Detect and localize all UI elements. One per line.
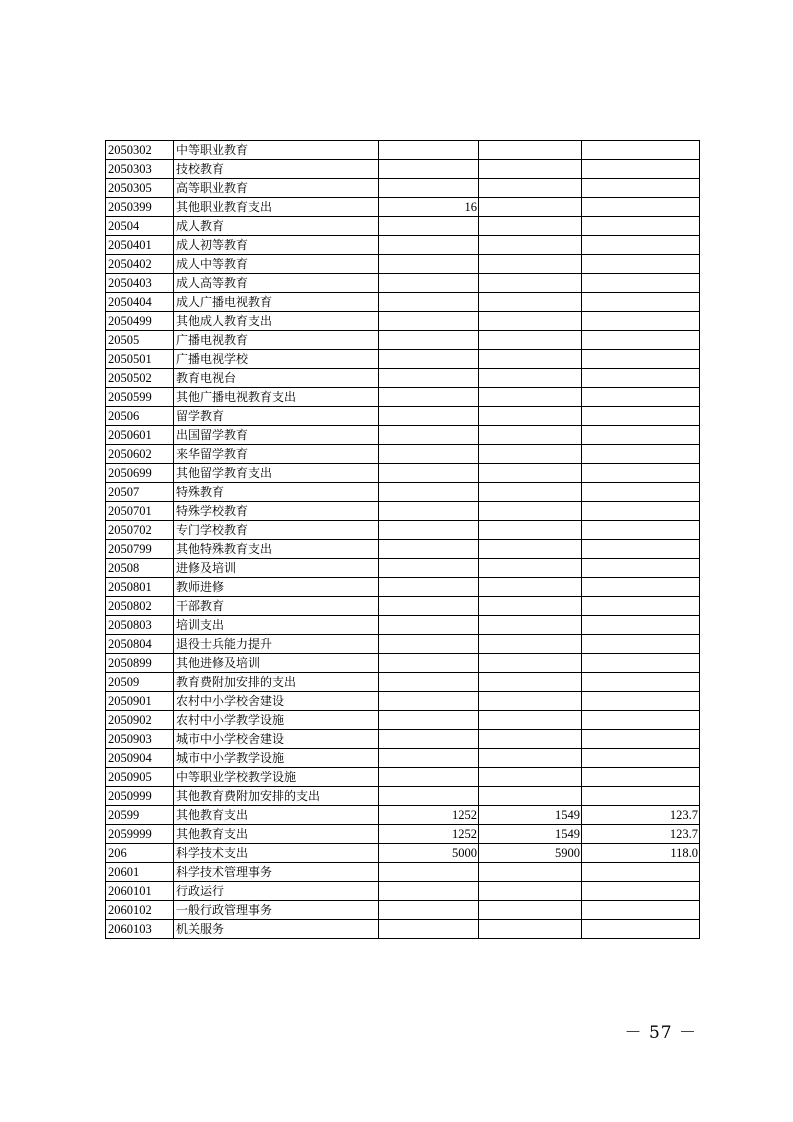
table-row [106,369,700,388]
account-name-cell: 成人高等教育 [174,274,379,293]
account-code-cell: 2060103 [106,920,174,939]
account-code-cell: 2050802 [106,597,174,616]
account-code-cell: 2050804 [106,635,174,654]
value-3-cell [582,521,700,540]
table-row [106,331,700,350]
account-name-cell: 成人初等教育 [174,236,379,255]
table-row [106,521,700,540]
account-code-cell: 2050499 [106,312,174,331]
value-1-cell [379,141,479,160]
value-1-cell [379,350,479,369]
value-2-cell [479,426,582,445]
value-1-cell [379,293,479,312]
account-code-cell: 2050401 [106,236,174,255]
value-1-cell [379,597,479,616]
account-name-cell: 其他职业教育支出 [174,198,379,217]
value-3-cell [582,160,700,179]
account-name-cell: 特殊学校教育 [174,502,379,521]
value-1-cell [379,445,479,464]
table-row [106,806,700,825]
value-2-cell [479,711,582,730]
value-2-cell [479,882,582,901]
table-row [106,692,700,711]
budget-table [105,140,700,939]
account-name-cell: 广播电视教育 [174,331,379,350]
table-row [106,502,700,521]
value-2-cell [479,521,582,540]
account-code-cell: 2050702 [106,521,174,540]
account-name-cell: 退役士兵能力提升 [174,635,379,654]
value-2-cell: 5900 [479,844,582,863]
value-2-cell [479,407,582,426]
value-2-cell [479,654,582,673]
value-2-cell [479,920,582,939]
account-code-cell: 2050502 [106,369,174,388]
value-2-cell [479,559,582,578]
value-3-cell [582,293,700,312]
account-code-cell: 2050404 [106,293,174,312]
value-1-cell [379,654,479,673]
value-3-cell [582,350,700,369]
account-name-cell: 其他教育费附加安排的支出 [174,787,379,806]
value-1-cell [379,312,479,331]
value-3-cell [582,787,700,806]
table-row [106,635,700,654]
value-1-cell [379,160,479,179]
value-3-cell [582,768,700,787]
value-3-cell [582,616,700,635]
value-2-cell [479,578,582,597]
account-code-cell: 2050701 [106,502,174,521]
table-row [106,141,700,160]
value-3-cell [582,540,700,559]
value-1-cell [379,274,479,293]
account-name-cell: 高等职业教育 [174,179,379,198]
value-3-cell [582,692,700,711]
account-code-cell: 20507 [106,483,174,502]
value-1-cell: 5000 [379,844,479,863]
value-3-cell [582,331,700,350]
account-code-cell: 2050999 [106,787,174,806]
value-3-cell [582,445,700,464]
account-code-cell: 20509 [106,673,174,692]
value-1-cell [379,331,479,350]
value-1-cell [379,236,479,255]
table-row [106,749,700,768]
table-row [106,217,700,236]
account-name-cell: 一般行政管理事务 [174,901,379,920]
account-code-cell: 206 [106,844,174,863]
account-code-cell: 2050303 [106,160,174,179]
account-name-cell: 来华留学教育 [174,445,379,464]
account-name-cell: 专门学校教育 [174,521,379,540]
value-2-cell [479,350,582,369]
account-name-cell: 农村中小学校舍建设 [174,692,379,711]
account-code-cell: 2060102 [106,901,174,920]
value-1-cell [379,388,479,407]
value-1-cell [379,540,479,559]
value-2-cell [479,369,582,388]
table-row [106,160,700,179]
table-row [106,920,700,939]
account-code-cell: 2050899 [106,654,174,673]
value-1-cell: 1252 [379,806,479,825]
value-3-cell [582,863,700,882]
account-code-cell: 2050904 [106,749,174,768]
value-3-cell: 118.0 [582,844,700,863]
account-code-cell: 2050302 [106,141,174,160]
value-3-cell [582,578,700,597]
account-code-cell: 20504 [106,217,174,236]
value-2-cell: 1549 [479,825,582,844]
account-name-cell: 其他教育支出 [174,825,379,844]
value-2-cell [479,616,582,635]
value-2-cell [479,635,582,654]
value-3-cell [582,749,700,768]
value-1-cell [379,179,479,198]
account-code-cell: 2060101 [106,882,174,901]
account-code-cell: 2050402 [106,255,174,274]
value-2-cell [479,293,582,312]
value-2-cell [479,331,582,350]
account-name-cell: 其他成人教育支出 [174,312,379,331]
account-name-cell: 中等职业教育 [174,141,379,160]
account-code-cell: 20599 [106,806,174,825]
value-1-cell [379,217,479,236]
page-number: － 57 － [624,1023,697,1043]
value-2-cell [479,787,582,806]
value-1-cell [379,863,479,882]
value-2-cell [479,312,582,331]
value-3-cell [582,559,700,578]
value-3-cell [582,426,700,445]
table-row [106,236,700,255]
table-row [106,730,700,749]
value-1-cell [379,559,479,578]
account-code-cell: 2050602 [106,445,174,464]
account-code-cell: 2050501 [106,350,174,369]
table-row [106,882,700,901]
budget-table-body [106,141,700,939]
value-2-cell [479,445,582,464]
value-3-cell [582,635,700,654]
value-3-cell [582,730,700,749]
table-row [106,863,700,882]
account-name-cell: 教育费附加安排的支出 [174,673,379,692]
value-1-cell [379,635,479,654]
value-3-cell [582,654,700,673]
table-row [106,711,700,730]
value-1-cell [379,426,479,445]
account-name-cell: 其他特殊教育支出 [174,540,379,559]
value-2-cell [479,540,582,559]
value-3-cell [582,597,700,616]
table-row [106,483,700,502]
table-row [106,673,700,692]
account-code-cell: 20601 [106,863,174,882]
table-row [106,787,700,806]
account-code-cell: 2050403 [106,274,174,293]
value-2-cell [479,483,582,502]
value-2-cell [479,863,582,882]
account-name-cell: 进修及培训 [174,559,379,578]
table-row [106,825,700,844]
account-name-cell: 教育电视台 [174,369,379,388]
value-1-cell [379,578,479,597]
account-name-cell: 其他教育支出 [174,806,379,825]
account-code-cell: 2050799 [106,540,174,559]
value-3-cell [582,464,700,483]
value-3-cell [582,312,700,331]
account-name-cell: 成人教育 [174,217,379,236]
value-1-cell: 1252 [379,825,479,844]
value-1-cell [379,692,479,711]
value-2-cell [479,236,582,255]
value-1-cell [379,255,479,274]
value-3-cell [582,179,700,198]
account-name-cell: 技校教育 [174,160,379,179]
value-3-cell [582,901,700,920]
table-row [106,445,700,464]
account-name-cell: 其他广播电视教育支出 [174,388,379,407]
table-row [106,901,700,920]
value-3-cell [582,198,700,217]
value-1-cell [379,673,479,692]
account-name-cell: 城市中小学教学设施 [174,749,379,768]
value-1-cell [379,711,479,730]
value-2-cell [479,673,582,692]
table-row [106,388,700,407]
value-3-cell [582,236,700,255]
value-1-cell [379,521,479,540]
value-1-cell [379,730,479,749]
table-row [106,350,700,369]
account-code-cell: 20506 [106,407,174,426]
value-1-cell [379,882,479,901]
value-3-cell [582,711,700,730]
account-name-cell: 机关服务 [174,920,379,939]
value-1-cell [379,920,479,939]
account-name-cell: 城市中小学校舍建设 [174,730,379,749]
value-1-cell [379,768,479,787]
table-row [106,426,700,445]
value-2-cell [479,255,582,274]
account-name-cell: 广播电视学校 [174,350,379,369]
table-row [106,559,700,578]
table-row [106,597,700,616]
account-code-cell: 20505 [106,331,174,350]
value-3-cell [582,502,700,521]
value-1-cell [379,407,479,426]
value-3-cell: 123.7 [582,825,700,844]
account-code-cell: 2050599 [106,388,174,407]
table-row [106,540,700,559]
account-name-cell: 科学技术管理事务 [174,863,379,882]
value-2-cell [479,692,582,711]
table-row [106,255,700,274]
value-3-cell [582,217,700,236]
value-2-cell [479,464,582,483]
table-row [106,293,700,312]
account-name-cell: 其他进修及培训 [174,654,379,673]
account-code-cell: 2059999 [106,825,174,844]
table-row [106,616,700,635]
table-row [106,274,700,293]
value-3-cell [582,388,700,407]
value-3-cell [582,369,700,388]
value-2-cell [479,388,582,407]
table-row [106,844,700,863]
value-1-cell [379,369,479,388]
value-3-cell [582,407,700,426]
value-2-cell [479,160,582,179]
account-code-cell: 2050601 [106,426,174,445]
value-1-cell [379,464,479,483]
table-row [106,464,700,483]
account-name-cell: 特殊教育 [174,483,379,502]
value-1-cell [379,502,479,521]
table-row [106,407,700,426]
account-name-cell: 培训支出 [174,616,379,635]
account-name-cell: 出国留学教育 [174,426,379,445]
account-name-cell: 干部教育 [174,597,379,616]
value-2-cell [479,179,582,198]
account-code-cell: 20508 [106,559,174,578]
value-2-cell [479,730,582,749]
table-row [106,179,700,198]
value-2-cell [479,901,582,920]
account-code-cell: 2050902 [106,711,174,730]
account-code-cell: 2050305 [106,179,174,198]
value-2-cell: 1549 [479,806,582,825]
value-2-cell [479,198,582,217]
value-1-cell [379,749,479,768]
account-name-cell: 科学技术支出 [174,844,379,863]
value-1-cell: 16 [379,198,479,217]
account-name-cell: 成人中等教育 [174,255,379,274]
value-3-cell [582,274,700,293]
table-row [106,654,700,673]
account-code-cell: 2050399 [106,198,174,217]
value-2-cell [479,274,582,293]
table-row [106,312,700,331]
account-code-cell: 2050801 [106,578,174,597]
value-3-cell [582,255,700,274]
account-code-cell: 2050699 [106,464,174,483]
value-2-cell [479,749,582,768]
value-1-cell [379,901,479,920]
account-code-cell: 2050803 [106,616,174,635]
value-2-cell [479,502,582,521]
table-row [106,768,700,787]
account-name-cell: 留学教育 [174,407,379,426]
value-2-cell [479,597,582,616]
table-row [106,578,700,597]
value-3-cell [582,141,700,160]
account-code-cell: 2050903 [106,730,174,749]
account-code-cell: 2050901 [106,692,174,711]
value-1-cell [379,483,479,502]
account-name-cell: 行政运行 [174,882,379,901]
value-3-cell [582,483,700,502]
value-2-cell [479,768,582,787]
value-3-cell: 123.7 [582,806,700,825]
value-3-cell [582,882,700,901]
account-name-cell: 农村中小学教学设施 [174,711,379,730]
table-row [106,198,700,217]
account-name-cell: 成人广播电视教育 [174,293,379,312]
account-name-cell: 其他留学教育支出 [174,464,379,483]
value-3-cell [582,920,700,939]
account-code-cell: 2050905 [106,768,174,787]
value-2-cell [479,141,582,160]
value-3-cell [582,673,700,692]
account-name-cell: 教师进修 [174,578,379,597]
account-name-cell: 中等职业学校教学设施 [174,768,379,787]
value-1-cell [379,616,479,635]
value-1-cell [379,787,479,806]
value-2-cell [479,217,582,236]
